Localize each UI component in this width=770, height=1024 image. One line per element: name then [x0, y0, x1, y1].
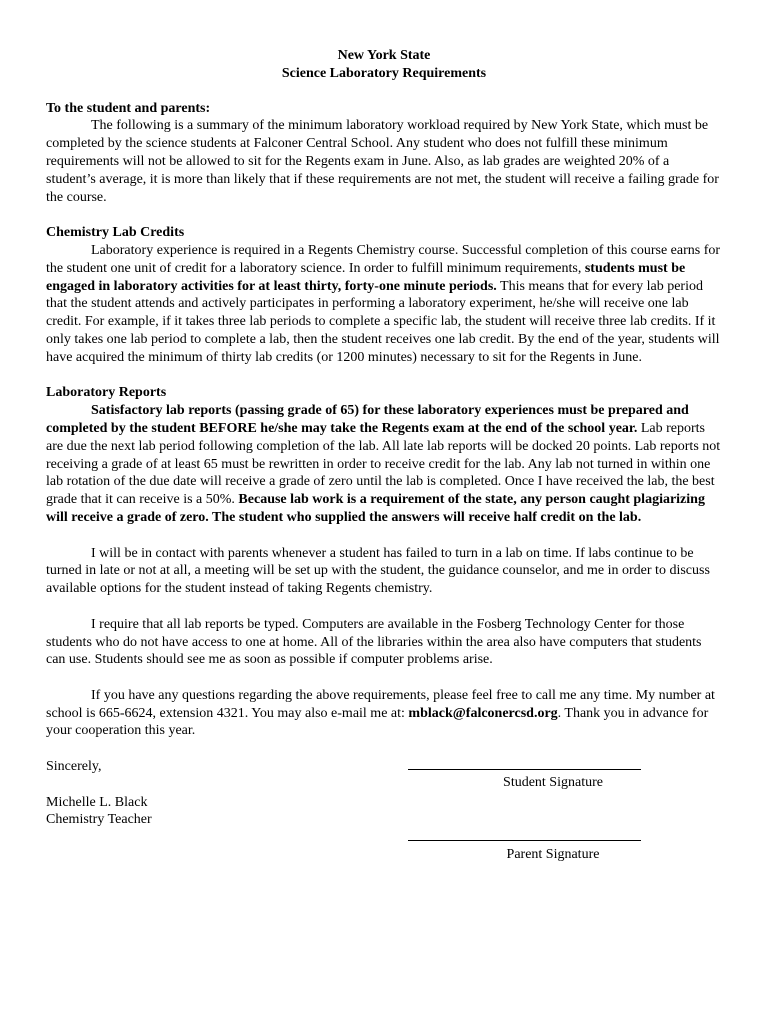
typing-paragraph: I require that all lab reports be typed. Computers are available in the Fosberg Technology Center for those students who do not have access to one at home. All of the libraries within the area also have computers that students can use. Students should see me as soon as possible if computer problems arise. [46, 616, 702, 668]
student-signature-line[interactable] [408, 769, 641, 770]
chemistry-text-2: This means that for every lab period that the student attends and actively participates in performing a laboratory experiment, he/she will receive one lab credit. For example, if it takes three lab periods to complete a specific lab, the student will receive three lab credits. If it only takes one lab period to complete a lab, then the student receives one lab credit. By the end of the year, students will have acquired the minimum of thirty lab credits (or 1200 minutes) necessary to sit for the Regents in June. [46, 278, 720, 365]
questions-text-2: . Thank you in advance for your cooperation this year. [46, 705, 709, 739]
teacher-email: mblack@falconercsd.org [408, 705, 558, 721]
reports-paragraph [46, 402, 722, 527]
reports-heading: Laboratory Reports [46, 385, 167, 401]
questions-paragraph [46, 687, 722, 740]
teacher-name: Michelle L. Black [46, 794, 148, 810]
questions-text-1: If you have any questions regarding the above requirements, please feel free to call me any time. My number at school is 665-6624, extension 4321. You may also e-mail me at: [46, 687, 715, 721]
salutation: To the student and parents: [46, 100, 211, 116]
parent-signature-line[interactable] [408, 840, 641, 841]
reports-bold-1: Satisfactory lab reports (passing grade of 65) for these laboratory experiences must be prepared and completed by the student BEFORE he/she may take the Regents exam at the end of the school year. [46, 403, 689, 436]
student-signature-label: Student Signature [503, 775, 603, 791]
reports-bold-2: Because lab work is a requirement of the state, any person caught plagiarizing will receive a grade of zero. The student who supplied the answers will receive half credit on the lab. [46, 492, 705, 525]
closing-block [46, 758, 152, 829]
chemistry-paragraph [46, 242, 722, 367]
contact-paragraph: I will be in contact with parents whenever a student has failed to turn in a lab on time. If labs continue to be turned in late or not at all, a meeting will be set up with the student, the guidance counselor, and me in order to discuss available options for the student instead of taking Regents chemistry. [46, 545, 710, 597]
document-title-line2: Science Laboratory Requirements [281, 65, 487, 81]
chemistry-text-1: Laboratory experience is required in a Regents Chemistry course. Successful completion of this course earns for the student one unit of credit for a laboratory science. In order to fulfill minimum requirements, [46, 242, 721, 276]
intro-paragraph: The following is a summary of the minimum laboratory workload required by New York State, which must be completed by the science students at Falconer Central School. Any student who does not fulfill these minimum requirements will not be allowed to sit for the Regents exam in June. Also, as lab grades are weighted 20% of a student’s average, it is more than likely that if these requirements are not met, the student will receive a failing grade for the course. [46, 118, 719, 205]
parent-signature-label: Parent Signature [506, 847, 600, 863]
closing-sincerely: Sincerely, [46, 759, 102, 775]
chemistry-heading: Chemistry Lab Credits [46, 225, 185, 241]
signature-area [46, 758, 722, 868]
document-title-line1: New York State [337, 48, 431, 63]
teacher-role: Chemistry Teacher [46, 812, 152, 828]
reports-text: Lab reports are due the next lab period following completion of the lab. All late lab reports will be docked 20 points. Lab reports not receiving a grade of at least 65 must be rewritten in order to receive credit for the lab. Any lab not turned in within one lab rotation of the due date will receive a grade of zero until the lab is completed. Once I have received the lab, the best grade that it can receive is a 50%. [46, 420, 721, 508]
chemistry-bold-requirement: students must be engaged in laboratory activities for at least thirty, forty-one minute periods. [46, 260, 686, 294]
